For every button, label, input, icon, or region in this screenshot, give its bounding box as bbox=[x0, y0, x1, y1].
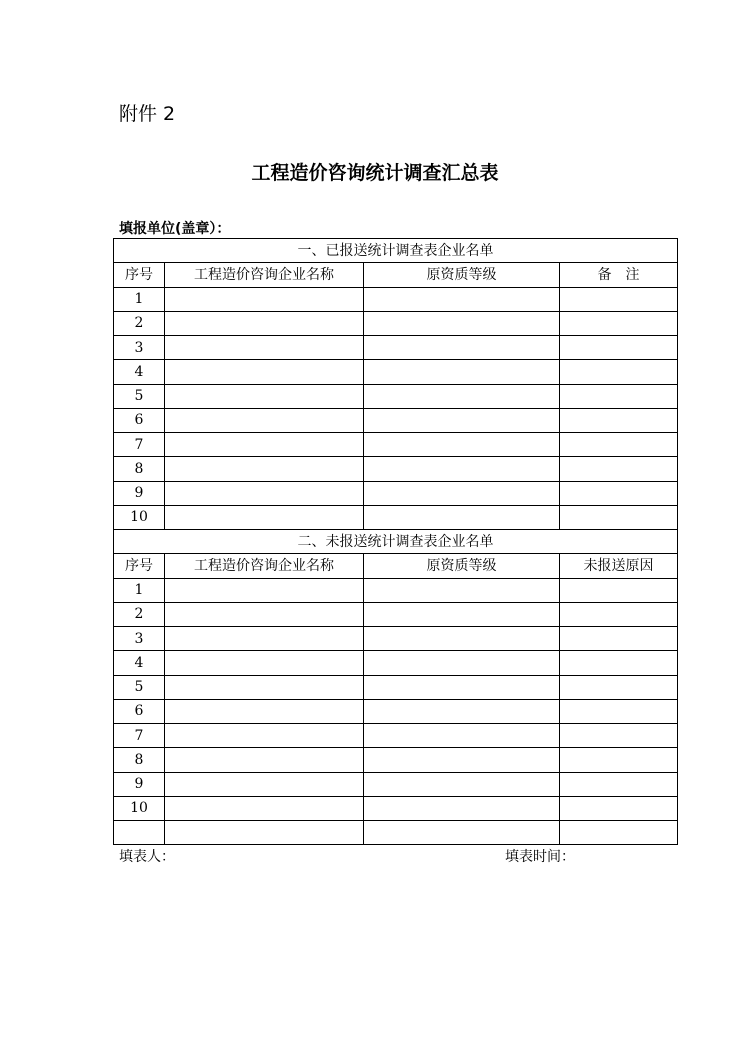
company-name-cell[interactable] bbox=[165, 675, 364, 699]
grade-cell[interactable] bbox=[364, 821, 560, 845]
row-number: 3 bbox=[114, 627, 165, 651]
remark-cell[interactable] bbox=[560, 336, 678, 360]
table-row bbox=[114, 651, 678, 675]
company-name-cell[interactable] bbox=[165, 627, 364, 651]
remark-cell[interactable] bbox=[560, 481, 678, 505]
company-name-cell[interactable] bbox=[165, 772, 364, 796]
reporting-unit-label: 填报单位(盖章）： bbox=[119, 221, 231, 237]
reason-cell[interactable] bbox=[560, 724, 678, 748]
row-number: 7 bbox=[114, 433, 165, 457]
attachment-label: 附件 2 bbox=[119, 103, 176, 125]
section2-title: 二、未报送统计调查表企业名单 bbox=[114, 530, 678, 554]
grade-cell[interactable] bbox=[364, 408, 560, 432]
section1-title-row bbox=[114, 239, 678, 263]
company-name-cell[interactable] bbox=[165, 699, 364, 723]
reason-cell[interactable] bbox=[560, 699, 678, 723]
remark-cell[interactable] bbox=[560, 433, 678, 457]
row-number: 10 bbox=[114, 796, 165, 820]
reason-cell[interactable] bbox=[560, 796, 678, 820]
row-number: 1 bbox=[114, 578, 165, 602]
page-title: 工程造价咨询统计调查汇总表 bbox=[251, 162, 499, 184]
company-name-cell[interactable] bbox=[165, 336, 364, 360]
row-number: 7 bbox=[114, 724, 165, 748]
row-number: 9 bbox=[114, 772, 165, 796]
company-name-cell[interactable] bbox=[165, 796, 364, 820]
table-row bbox=[114, 699, 678, 723]
grade-cell[interactable] bbox=[364, 748, 560, 772]
company-name-cell[interactable] bbox=[165, 578, 364, 602]
company-name-cell[interactable] bbox=[165, 384, 364, 408]
section1-header-no: 序号 bbox=[114, 263, 165, 287]
grade-cell[interactable] bbox=[364, 724, 560, 748]
table-row bbox=[114, 675, 678, 699]
table-row bbox=[114, 505, 678, 529]
row-number: 4 bbox=[114, 651, 165, 675]
row-number: 6 bbox=[114, 408, 165, 432]
reason-cell[interactable] bbox=[560, 578, 678, 602]
grade-cell[interactable] bbox=[364, 772, 560, 796]
grade-cell[interactable] bbox=[364, 627, 560, 651]
remark-cell[interactable] bbox=[560, 408, 678, 432]
grade-cell[interactable] bbox=[364, 336, 560, 360]
grade-cell[interactable] bbox=[364, 578, 560, 602]
company-name-cell[interactable] bbox=[165, 360, 364, 384]
grade-cell[interactable] bbox=[364, 384, 560, 408]
table-row bbox=[114, 336, 678, 360]
row-number: 6 bbox=[114, 699, 165, 723]
company-name-cell[interactable] bbox=[165, 311, 364, 335]
fill-date-label: 填表时间： bbox=[505, 849, 575, 865]
remark-cell[interactable] bbox=[560, 505, 678, 529]
company-name-cell[interactable] bbox=[165, 651, 364, 675]
row-number: 9 bbox=[114, 481, 165, 505]
table-row bbox=[114, 821, 678, 845]
table-row bbox=[114, 627, 678, 651]
table-row bbox=[114, 457, 678, 481]
table-row bbox=[114, 602, 678, 626]
table-row bbox=[114, 796, 678, 820]
remark-cell[interactable] bbox=[560, 384, 678, 408]
reason-cell[interactable] bbox=[560, 627, 678, 651]
company-name-cell[interactable] bbox=[165, 457, 364, 481]
row-number: 4 bbox=[114, 360, 165, 384]
grade-cell[interactable] bbox=[364, 433, 560, 457]
section1-header-grade: 原资质等级 bbox=[364, 263, 560, 287]
table-row bbox=[114, 360, 678, 384]
grade-cell[interactable] bbox=[364, 796, 560, 820]
table-row bbox=[114, 772, 678, 796]
row-number: 2 bbox=[114, 311, 165, 335]
table-row bbox=[114, 578, 678, 602]
company-name-cell[interactable] bbox=[165, 724, 364, 748]
row-number: 5 bbox=[114, 384, 165, 408]
summary-table bbox=[113, 238, 678, 845]
company-name-cell[interactable] bbox=[165, 408, 364, 432]
table-row bbox=[114, 748, 678, 772]
filler-label: 填表人： bbox=[119, 849, 175, 865]
table-row bbox=[114, 408, 678, 432]
grade-cell[interactable] bbox=[364, 699, 560, 723]
section2-header-name: 工程造价咨询企业名称 bbox=[165, 554, 364, 578]
reason-cell[interactable] bbox=[560, 821, 678, 845]
grade-cell[interactable] bbox=[364, 481, 560, 505]
table-row bbox=[114, 724, 678, 748]
reason-cell[interactable] bbox=[560, 772, 678, 796]
grade-cell[interactable] bbox=[364, 651, 560, 675]
reason-cell[interactable] bbox=[560, 651, 678, 675]
row-number: 1 bbox=[114, 287, 165, 311]
table-row bbox=[114, 384, 678, 408]
section2-title-row bbox=[114, 530, 678, 554]
table-row bbox=[114, 287, 678, 311]
remark-cell[interactable] bbox=[560, 311, 678, 335]
grade-cell[interactable] bbox=[364, 505, 560, 529]
company-name-cell[interactable] bbox=[165, 821, 364, 845]
grade-cell[interactable] bbox=[364, 602, 560, 626]
row-number: 3 bbox=[114, 336, 165, 360]
table-row bbox=[114, 481, 678, 505]
row-number: 5 bbox=[114, 675, 165, 699]
section1-header-name: 工程造价咨询企业名称 bbox=[165, 263, 364, 287]
company-name-cell[interactable] bbox=[165, 748, 364, 772]
table-row bbox=[114, 433, 678, 457]
grade-cell[interactable] bbox=[364, 675, 560, 699]
section2-header-reason: 未报送原因 bbox=[560, 554, 678, 578]
section1-header-remark: 备 注 bbox=[560, 263, 678, 287]
grade-cell[interactable] bbox=[364, 457, 560, 481]
section1-title: 一、已报送统计调查表企业名单 bbox=[114, 239, 678, 263]
row-number: 2 bbox=[114, 602, 165, 626]
table-row bbox=[114, 311, 678, 335]
row-number: 10 bbox=[114, 505, 165, 529]
section1-header-row bbox=[114, 263, 678, 287]
grade-cell[interactable] bbox=[364, 287, 560, 311]
section2-header-row bbox=[114, 554, 678, 578]
reason-cell[interactable] bbox=[560, 675, 678, 699]
company-name-cell[interactable] bbox=[165, 287, 364, 311]
remark-cell[interactable] bbox=[560, 457, 678, 481]
company-name-cell[interactable] bbox=[165, 481, 364, 505]
row-number bbox=[114, 821, 165, 845]
row-number: 8 bbox=[114, 748, 165, 772]
company-name-cell[interactable] bbox=[165, 433, 364, 457]
reason-cell[interactable] bbox=[560, 748, 678, 772]
company-name-cell[interactable] bbox=[165, 602, 364, 626]
grade-cell[interactable] bbox=[364, 360, 560, 384]
company-name-cell[interactable] bbox=[165, 505, 364, 529]
section2-header-no: 序号 bbox=[114, 554, 165, 578]
row-number: 8 bbox=[114, 457, 165, 481]
remark-cell[interactable] bbox=[560, 287, 678, 311]
section2-header-grade: 原资质等级 bbox=[364, 554, 560, 578]
reason-cell[interactable] bbox=[560, 602, 678, 626]
grade-cell[interactable] bbox=[364, 311, 560, 335]
remark-cell[interactable] bbox=[560, 360, 678, 384]
